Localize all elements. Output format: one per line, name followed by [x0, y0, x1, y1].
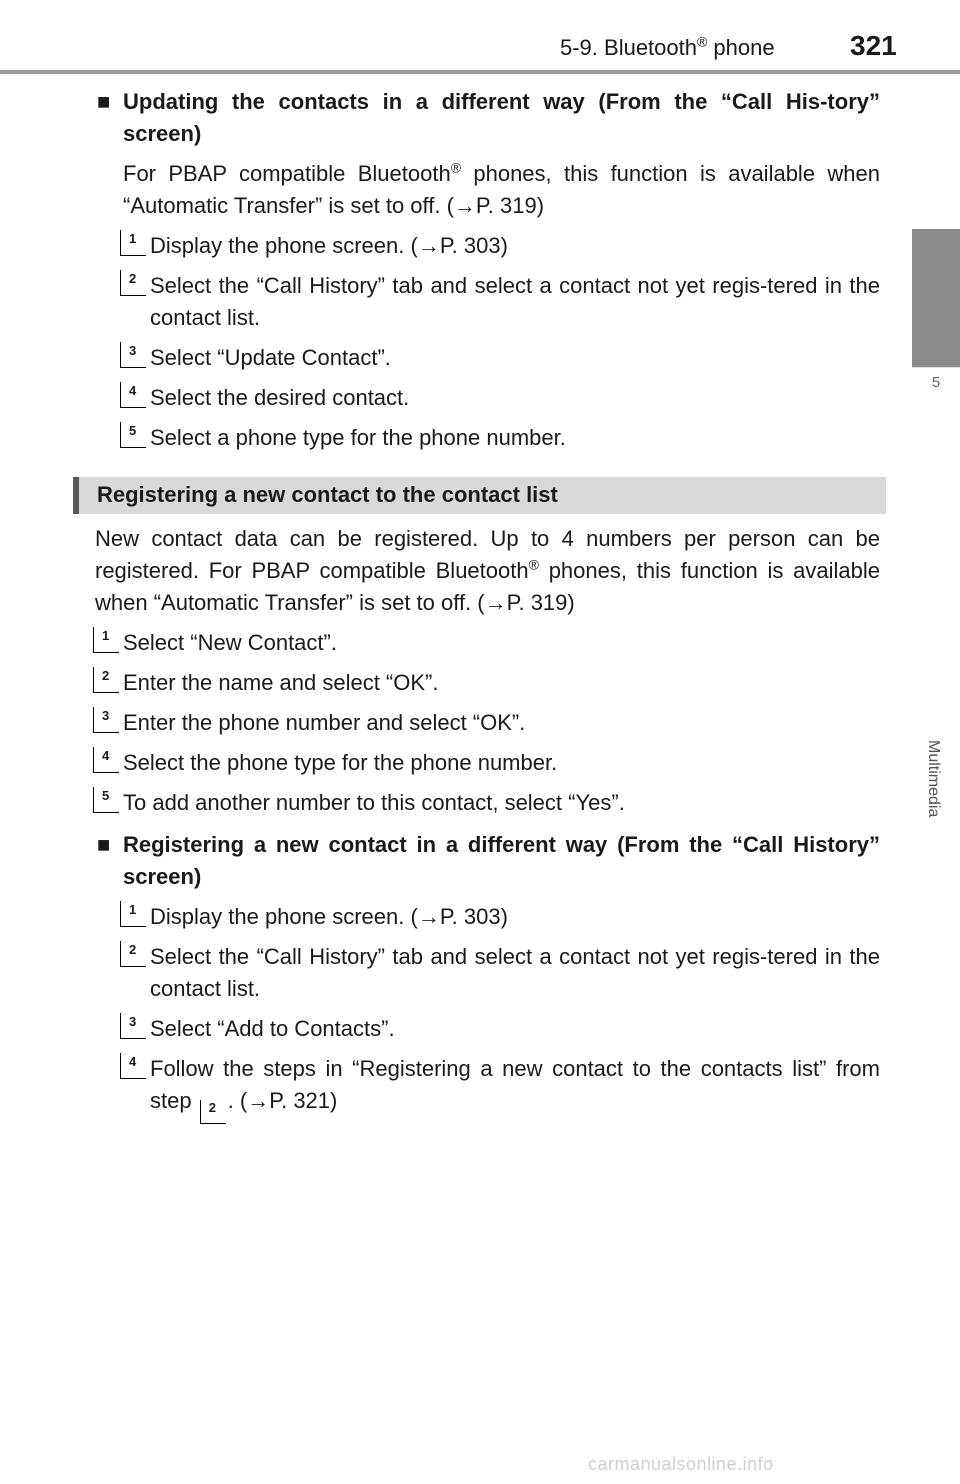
step-text: Follow the steps in “Registering a new contact to the contacts list” from step 2 . (→P. 321) [150, 1053, 880, 1124]
step-text: Enter the name and select “OK”. [123, 670, 439, 695]
step-number-badge: 3 [120, 342, 146, 368]
step-text: Enter the phone number and select “OK”. [123, 710, 526, 735]
watermark: carmanualsonline.info [588, 1454, 774, 1474]
step-text: Select the “Call History” tab and select a contact not yet regis-tered in the contact list. [150, 273, 880, 330]
step-number-badge: 1 [120, 901, 146, 927]
step-text: To add another number to this contact, select “Yes”. [123, 790, 625, 815]
step-number-badge: 3 [120, 1013, 146, 1039]
step-text: Select the “Call History” tab and select a contact not yet regis-tered in the contact list. [150, 944, 880, 1001]
step-number-badge: 4 [120, 382, 146, 408]
step-text: Select “New Contact”. [123, 630, 337, 655]
section-heading-update-contacts: ■ Updating the contacts in a different way (From the “Call His-tory” screen) [123, 86, 880, 150]
step-text: Select “Update Contact”. [150, 345, 391, 370]
square-bullet-icon: ■ [97, 832, 111, 857]
step-number-badge: 5 [120, 422, 146, 448]
section-intro-paragraph: For PBAP compatible Bluetooth® phones, this function is available when “Automatic Transfer” is set to off. (→P. 319) [123, 159, 880, 218]
section-title-bar [73, 477, 886, 514]
section-heading-register-from-history: ■ Registering a new contact in a different way (From the “Call History” screen) [123, 829, 880, 893]
step-number-badge: 3 [93, 707, 119, 733]
step-number-badge: 2 [120, 941, 146, 967]
page-number: 321 [850, 30, 897, 61]
step-number-badge: 2 [93, 667, 119, 693]
step-number-badge: 1 [120, 230, 146, 256]
step-reference-badge: 2 [200, 1100, 226, 1124]
header-rule [0, 70, 960, 74]
step-text: Select “Add to Contacts”. [150, 1016, 395, 1041]
chapter-number: 5 [912, 367, 960, 406]
step-text: Select the phone type for the phone number. [123, 750, 558, 775]
square-bullet-icon: ■ [97, 89, 111, 114]
header-section-title: 5-9. Bluetooth® phone [560, 33, 775, 60]
step-number-badge: 4 [120, 1053, 146, 1079]
section-title: Registering a new contact to the contact list [97, 482, 558, 507]
section-intro-paragraph: New contact data can be registered. Up to 4 numbers per person can be registered. For PBAP compatible Bluetooth® phones, this function is available when “Automatic Transfer” is set to off. (→P. 319) [95, 526, 880, 615]
step-number-badge: 4 [93, 747, 119, 773]
step-text: Display the phone screen. (→P. 303) [150, 904, 508, 929]
step-text: Select a phone type for the phone number. [150, 425, 566, 450]
chapter-label: Multimedia [925, 740, 942, 818]
step-number-badge: 1 [93, 627, 119, 653]
step-text: Display the phone screen. (→P. 303) [150, 233, 508, 258]
chapter-tab [912, 229, 960, 367]
step-text: Select the desired contact. [150, 385, 410, 410]
step-number-badge: 5 [93, 787, 119, 813]
step-number-badge: 2 [120, 270, 146, 296]
